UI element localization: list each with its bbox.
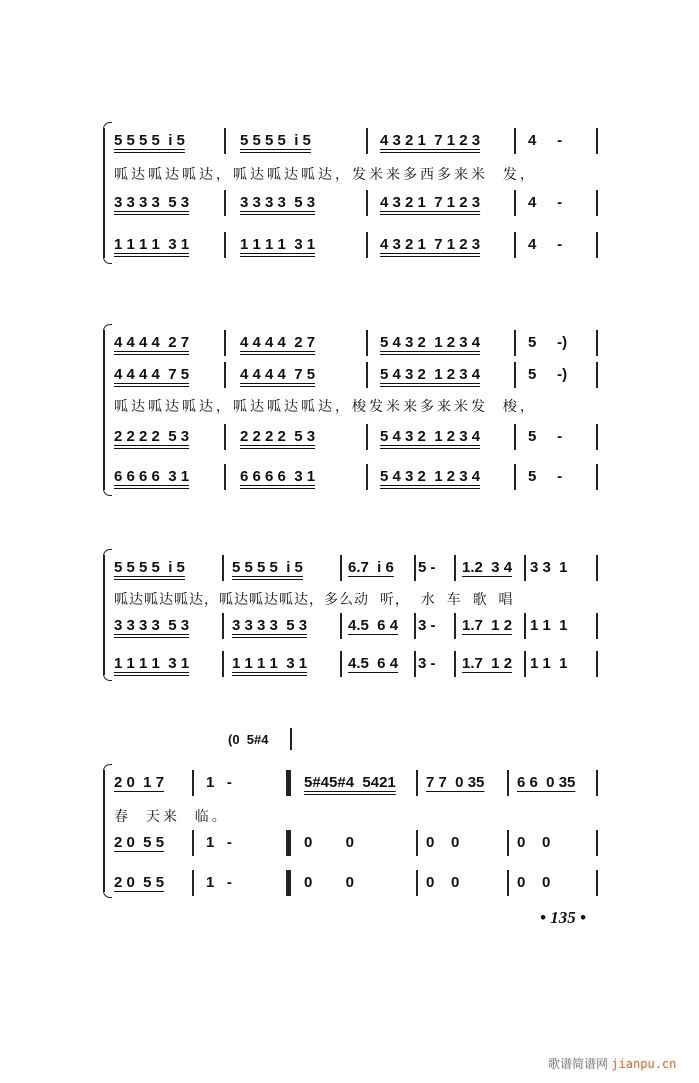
barline xyxy=(224,362,226,388)
notes-row-bass xyxy=(114,236,600,260)
measure: 5 -) xyxy=(528,366,568,383)
barline xyxy=(514,362,516,388)
barline xyxy=(416,770,418,796)
measure: 5 5 5 5 i 5 xyxy=(232,559,303,576)
notes-row-alto xyxy=(114,834,600,858)
measure: 3 3 3 3 5 3 xyxy=(114,617,190,634)
barline xyxy=(454,555,456,581)
measure: 1 1 1 1 3 1 xyxy=(114,236,190,253)
barline xyxy=(514,464,516,490)
measure: 4 3 2 1 7 1 2 3 xyxy=(380,132,481,149)
measure: 1.7 1 2 xyxy=(462,617,513,634)
measure: 0 0 xyxy=(426,834,460,851)
barline xyxy=(192,830,194,856)
barline xyxy=(454,651,456,677)
page-number: • 135 • xyxy=(540,908,586,927)
measure: 3 3 1 xyxy=(530,559,568,576)
measure: 0 0 xyxy=(517,874,551,891)
notes-row-soprano xyxy=(114,774,600,798)
barline xyxy=(596,190,598,216)
measure: 1 - xyxy=(206,874,232,891)
measure: 1 1 1 xyxy=(530,617,568,634)
measure: 2 0 1 7 xyxy=(114,774,165,791)
watermark-cn: 歌谱简谱网 xyxy=(548,1057,609,1071)
barline xyxy=(224,232,226,258)
lyrics-row xyxy=(114,164,600,188)
barline xyxy=(524,651,526,677)
barline xyxy=(414,613,416,639)
lyrics-text: 呱达呱达呱达，呱达呱达呱达，发米来多西多来米 发， xyxy=(114,167,537,183)
notes-row-alto xyxy=(114,617,600,641)
measure: 3 - xyxy=(418,655,436,672)
barline xyxy=(340,651,342,677)
measure: 4 - xyxy=(528,194,563,211)
notes-row-bass xyxy=(114,874,600,898)
watermark xyxy=(548,1055,676,1072)
barline xyxy=(416,830,418,856)
notes-row-bass xyxy=(114,468,600,492)
barline xyxy=(596,128,598,154)
barline xyxy=(596,870,598,896)
measure: 3 3 3 3 5 3 xyxy=(240,194,316,211)
barline xyxy=(596,651,598,677)
notes-row-alto xyxy=(114,428,600,452)
measure: 5#45#4 5421 xyxy=(304,774,396,791)
measure: 5 5 5 5 i 5 xyxy=(240,132,311,149)
barline xyxy=(514,190,516,216)
barline xyxy=(507,770,509,796)
measure: 1 - xyxy=(206,774,232,791)
lyrics-text: 呱达呱达呱达，呱达呱达呱达，多么动 听， 水 车 歌 唱 xyxy=(114,592,514,608)
barline xyxy=(507,830,509,856)
lyrics-row xyxy=(114,396,600,420)
barline xyxy=(192,870,194,896)
measure: 1 1 1 1 3 1 xyxy=(232,655,308,672)
measure: 6 6 6 6 3 1 xyxy=(114,468,190,485)
barline xyxy=(596,232,598,258)
measure: 6.7 i 6 xyxy=(348,559,394,576)
measure: 4 3 2 1 7 1 2 3 xyxy=(380,194,481,211)
score-system-2 xyxy=(100,330,600,490)
system-bracket xyxy=(103,128,111,258)
measure: 0 0 xyxy=(304,834,355,851)
measure: 1 1 1 xyxy=(530,655,568,672)
notes-row-soprano-2 xyxy=(114,366,600,390)
measure: 5 - xyxy=(528,468,563,485)
measure: 6 6 0 35 xyxy=(517,774,576,791)
barline xyxy=(596,555,598,581)
lyrics-text: 呱达呱达呱达，呱达呱达呱达，梭发米来多来米发 梭， xyxy=(114,399,537,415)
lyrics-row xyxy=(114,589,600,613)
measure: 0 0 xyxy=(517,834,551,851)
measure: 1.2 3 4 xyxy=(462,559,513,576)
double-barline xyxy=(286,770,291,796)
measure: 4 4 4 4 7 5 xyxy=(240,366,316,383)
measure: 4 - xyxy=(528,236,563,253)
measure: 1.7 1 2 xyxy=(462,655,513,672)
barline xyxy=(222,651,224,677)
barline xyxy=(514,330,516,356)
barline xyxy=(340,613,342,639)
barline xyxy=(596,464,598,490)
barline xyxy=(514,424,516,450)
system-bracket xyxy=(103,555,111,675)
measure: 1 1 1 1 3 1 xyxy=(240,236,316,253)
measure: 7 7 0 35 xyxy=(426,774,485,791)
measure: 2 0 5 5 xyxy=(114,874,165,891)
notes-row-soprano xyxy=(114,559,600,583)
measure: 5 4 3 2 1 2 3 4 xyxy=(380,334,481,351)
measure: 4 - xyxy=(528,132,563,149)
measure: 6 6 6 6 3 1 xyxy=(240,468,316,485)
measure: 5 - xyxy=(528,428,563,445)
barline xyxy=(222,613,224,639)
intro-bracket-notes: (0 5#4 xyxy=(228,732,269,747)
barline xyxy=(596,362,598,388)
measure: 3 3 3 3 5 3 xyxy=(232,617,308,634)
double-barline xyxy=(286,830,291,856)
measure: 2 2 2 2 5 3 xyxy=(240,428,316,445)
score-system-3 xyxy=(100,555,600,675)
barline xyxy=(507,870,509,896)
measure: 2 0 5 5 xyxy=(114,834,165,851)
barline xyxy=(222,555,224,581)
notes-row-alto xyxy=(114,194,600,218)
measure: 4 3 2 1 7 1 2 3 xyxy=(380,236,481,253)
barline xyxy=(596,613,598,639)
measure: 5 - xyxy=(418,559,436,576)
barline xyxy=(366,424,368,450)
barline xyxy=(414,651,416,677)
barline xyxy=(524,555,526,581)
barline xyxy=(290,728,292,750)
measure: 5 -) xyxy=(528,334,568,351)
barline xyxy=(224,190,226,216)
measure: 5 5 5 5 i 5 xyxy=(114,132,185,149)
measure: 5 4 3 2 1 2 3 4 xyxy=(380,428,481,445)
measure: 4.5 6 4 xyxy=(348,655,399,672)
barline xyxy=(454,613,456,639)
barline xyxy=(514,128,516,154)
barline xyxy=(340,555,342,581)
score-system-1 xyxy=(100,128,600,258)
measure: 2 2 2 2 5 3 xyxy=(114,428,190,445)
measure: 5 4 3 2 1 2 3 4 xyxy=(380,468,481,485)
measure: 3 3 3 3 5 3 xyxy=(114,194,190,211)
score-system-4 xyxy=(100,770,600,892)
barline xyxy=(416,870,418,896)
barline xyxy=(414,555,416,581)
barline xyxy=(366,330,368,356)
measure: 4 4 4 4 7 5 xyxy=(114,366,190,383)
notes-row-soprano-1 xyxy=(114,334,600,358)
measure: 4.5 6 4 xyxy=(348,617,399,634)
barline xyxy=(224,424,226,450)
barline xyxy=(366,464,368,490)
measure: 1 1 1 1 3 1 xyxy=(114,655,190,672)
lyrics-text: 春 天来 临。 xyxy=(114,809,229,825)
barline xyxy=(596,330,598,356)
measure: 5 5 5 5 i 5 xyxy=(114,559,185,576)
barline xyxy=(192,770,194,796)
barline xyxy=(596,424,598,450)
system-bracket xyxy=(103,770,111,892)
notes-row-bass xyxy=(114,655,600,679)
barline xyxy=(596,770,598,796)
measure: 1 - xyxy=(206,834,232,851)
barline xyxy=(366,190,368,216)
barline xyxy=(524,613,526,639)
measure: 5 4 3 2 1 2 3 4 xyxy=(380,366,481,383)
measure: 4 4 4 4 2 7 xyxy=(114,334,190,351)
barline xyxy=(366,362,368,388)
watermark-en: jianpu.cn xyxy=(611,1057,677,1071)
measure: 0 0 xyxy=(304,874,355,891)
barline xyxy=(366,128,368,154)
lyrics-row xyxy=(114,806,600,830)
notes-row-soprano xyxy=(114,132,600,156)
barline xyxy=(224,464,226,490)
barline xyxy=(366,232,368,258)
barline xyxy=(224,330,226,356)
system-bracket xyxy=(103,330,111,490)
double-barline xyxy=(286,870,291,896)
barline xyxy=(596,830,598,856)
measure: 0 0 xyxy=(426,874,460,891)
barline xyxy=(514,232,516,258)
measure: 4 4 4 4 2 7 xyxy=(240,334,316,351)
measure: 3 - xyxy=(418,617,436,634)
barline xyxy=(224,128,226,154)
